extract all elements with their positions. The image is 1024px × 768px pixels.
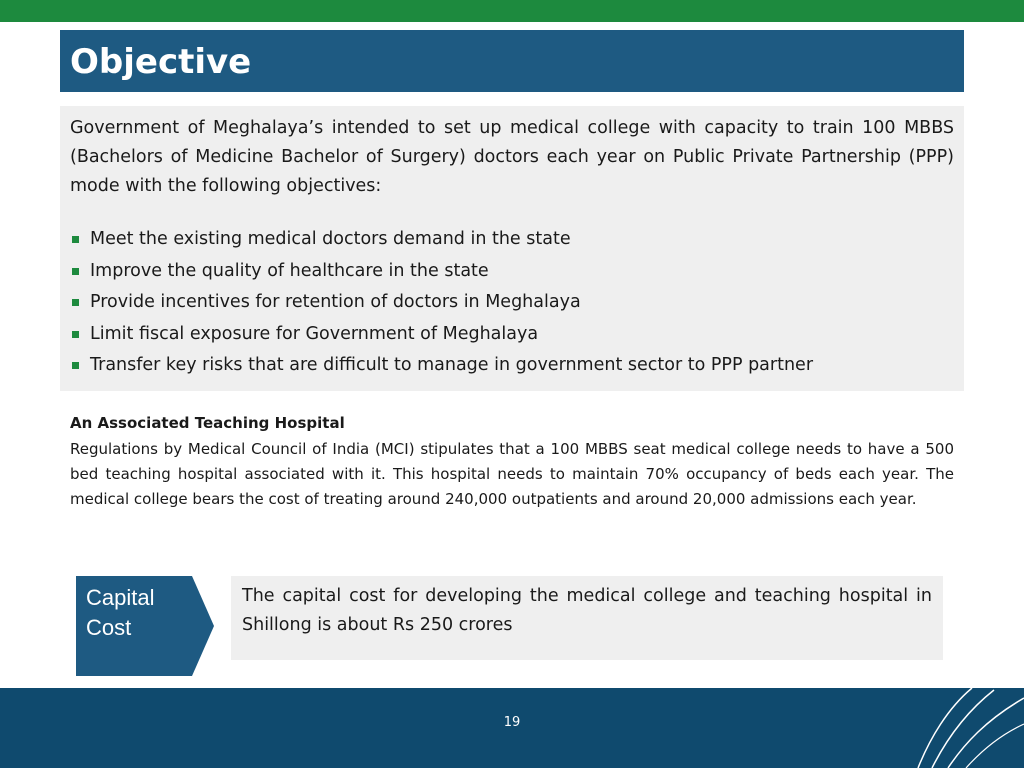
objective-text: Limit fiscal exposure for Government of Meghalaya xyxy=(90,323,539,344)
hospital-paragraph: Regulations by Medical Council of India (MCI) stipulates that a 100 MBBS seat medical college needs to have a 500 bed teaching hospital associated with it. This hospital needs to maintain 70% occupancy of beds each year. The medical college bears the cost of treating around 240,000 outpatients and around 20,000 admissions each year. xyxy=(70,440,954,508)
capital-cost-panel xyxy=(231,576,943,660)
top-accent-bar xyxy=(0,0,1024,22)
square-bullet-icon xyxy=(72,362,79,369)
list-item xyxy=(70,350,954,382)
objectives-list xyxy=(70,224,954,382)
objective-text: Improve the quality of healthcare in the state xyxy=(90,260,489,281)
page-number: 19 xyxy=(503,715,521,730)
hospital-heading: An Associated Teaching Hospital xyxy=(70,414,345,432)
capital-cost-text: The capital cost for developing the medical college and teaching hospital in Shillong is about Rs 250 crores xyxy=(242,586,932,635)
slide-title: Objective xyxy=(70,42,252,82)
objective-text: Provide incentives for retention of doctors in Meghalaya xyxy=(90,292,581,312)
list-item xyxy=(70,287,954,319)
list-item xyxy=(70,256,954,288)
square-bullet-icon xyxy=(72,268,79,275)
objective-text: Transfer key risks that are difficult to manage in government sector to PPP partner xyxy=(90,355,814,375)
footer-bar xyxy=(0,688,1024,768)
square-bullet-icon xyxy=(72,331,79,338)
capital-cost-label xyxy=(76,576,214,676)
objectives-panel xyxy=(60,106,964,391)
square-bullet-icon xyxy=(72,236,79,243)
capital-label-text: Capital Cost xyxy=(86,585,155,640)
intro-paragraph: Government of Meghalaya’s intended to set up medical college with capacity to train 100 MBBS (Bachelors of Medicine Bachelor of Surgery) doctors each year on Public Private Partnership (PPP) mode with the following objectives: xyxy=(70,118,954,196)
objective-text: Meet the existing medical doctors demand in the state xyxy=(90,229,571,249)
list-item xyxy=(70,319,954,351)
square-bullet-icon xyxy=(72,299,79,306)
title-banner xyxy=(60,30,964,92)
list-item xyxy=(70,224,954,256)
swoosh-decoration-icon xyxy=(900,688,1024,768)
